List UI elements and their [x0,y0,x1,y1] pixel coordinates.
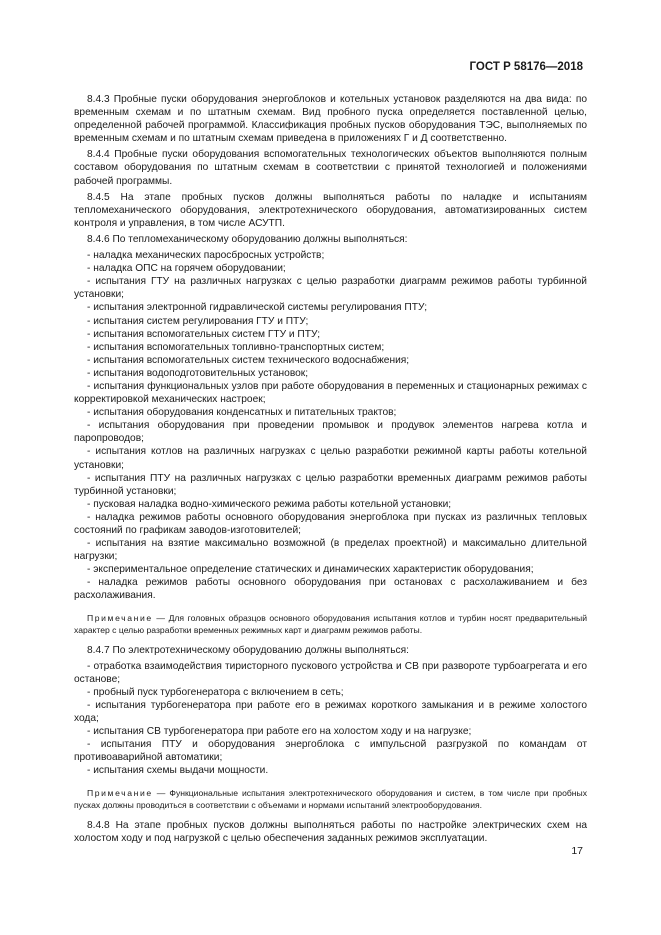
paragraph-8-4-5: 8.4.5 На этапе пробных пусков должны выполняться работы по наладке и испытаниям тепломеханического оборудования, электротехнического оборудования, автоматизированных систем контроля и управления, в том числе АСУТП. [74,191,587,229]
list-item: - пробный пуск турбогенератора с включением в сеть; [87,686,344,698]
list-item: - испытания оборудования при проведении промывок и продувок элементов нагрева котла и паропроводов; [74,420,587,445]
page-number: 17 [571,845,583,857]
list-item: - испытания турбогенератора при работе его в режимах короткого замыкания и в режиме холостого хода; [74,699,587,725]
list-item: - испытания вспомогательных топливно-транспортных систем; [87,341,385,353]
list-item: - испытания электронной гидравлической системы регулирования ПТУ; [87,302,428,314]
list-item: - наладка ОПС на горячем оборудовании; [87,263,286,275]
paragraph-8-4-4: 8.4.4 Пробные пуски оборудования вспомогательных технологических объектов выполняются полным составом оборудования по штатным схемам в соответствии с принятой технологией и положениями рабочей программы. [74,149,587,187]
list-item: - испытания вспомогательных систем ГТУ и ПТУ; [87,328,321,340]
list-item: - испытания ПТУ на различных нагрузках с целью разработки временных диаграмм режимов работы турбинной установки; [74,472,587,497]
paragraph-8-4-3: 8.4.3 Пробные пуски оборудования энергоблоков и котельных установок разделяются на два вида: по временным схемам и по штатным схемам. Вид пробного пуска определяется поставленной целью, определенной рабочей программой. Классификация пробных пусков оборудования ТЭС, выполняемых по временным схемам и по штатным схемам приведена в приложениях Г и Д соответственно. [74,94,587,145]
paragraph-8-4-8: 8.4.8 На этапе пробных пусков должны выполняться работы по настройке электрических схем на холостом ходу и под нагрузкой с целью обеспечения заданных режимов эксплуатации. [74,819,587,844]
document-body [74,93,587,848]
document-code: ГОСТ Р 58176—2018 [469,61,583,73]
note-2 [74,787,587,811]
list-item: - отработка взаимодействия тиристорного пускового устройства и СВ при развороте турбоагрегата и его останове; [74,660,587,685]
list-item: - испытания схемы выдачи мощности. [87,765,269,777]
list-item: - испытания вспомогательных систем технического водоснабжения; [87,354,410,366]
list-item: - наладка режимов работы основного оборудования энергоблока при пусках из различных тепловых состояний по графикам заводов-изготовителей; [74,511,587,536]
note-text: — Для головных образцов основного оборудования испытания котлов и турбин носят предварительный характер с целью разработки временных режимных карт и диаграмм режимов работы. [74,612,587,635]
list-item: - наладка механических паросбросных устройств; [87,250,325,262]
list-item: - испытания водоподготовительных установок; [87,367,309,379]
list-8-4-7 [74,660,587,778]
list-item: - испытания систем регулирования ГТУ и ПТУ; [87,315,309,327]
list-item: - испытания функциональных узлов при работе оборудования в переменных и стационарных режимах с корректировкой механических настроек; [74,380,587,406]
list-item: - испытания оборудования конденсатных и питательных трактов; [87,407,397,419]
list-item: - экспериментальное определение статических и динамических характеристик оборудования; [87,564,534,576]
list-item: - испытания на взятие максимально возможной (в пределах проектной) и максимально длительной нагрузки; [74,538,587,563]
paragraph-8-4-6: 8.4.6 По тепломеханическому оборудованию должны выполняться: [87,233,408,245]
list-item: - испытания котлов на различных нагрузках с целью разработки режимной карты работы котельной установки; [74,446,587,471]
list-8-4-6 [74,249,587,603]
list-item: - испытания ПТУ и оборудования энергоблока с импульсной разгрузкой по командам от противоаварийной автоматики; [74,739,587,764]
list-item: - испытания СВ турбогенератора при работе его на холостом ходу и на нагрузке; [87,726,472,738]
list-item: - испытания ГТУ на различных нагрузках с целью разработки диаграмм режимов работы турбинной установки; [74,276,587,301]
note-text: — Функциональные испытания электротехнического оборудования и систем, в том числе при пробных пусках должны проводиться в соответствии с объемами и нормами испытаний электрооборудования. [74,787,587,810]
list-item: - наладка режимов работы основного оборудования при остановах с расхолаживанием и без расхолаживания. [74,577,587,602]
list-item: - пусковая наладка водно-химического режима работы котельной установки; [87,498,452,510]
note-label: Примечание [87,787,153,798]
note-1 [74,612,587,636]
note-label: Примечание [87,612,153,623]
paragraph-8-4-7: 8.4.7 По электротехническому оборудованию должны выполняться: [87,644,409,656]
